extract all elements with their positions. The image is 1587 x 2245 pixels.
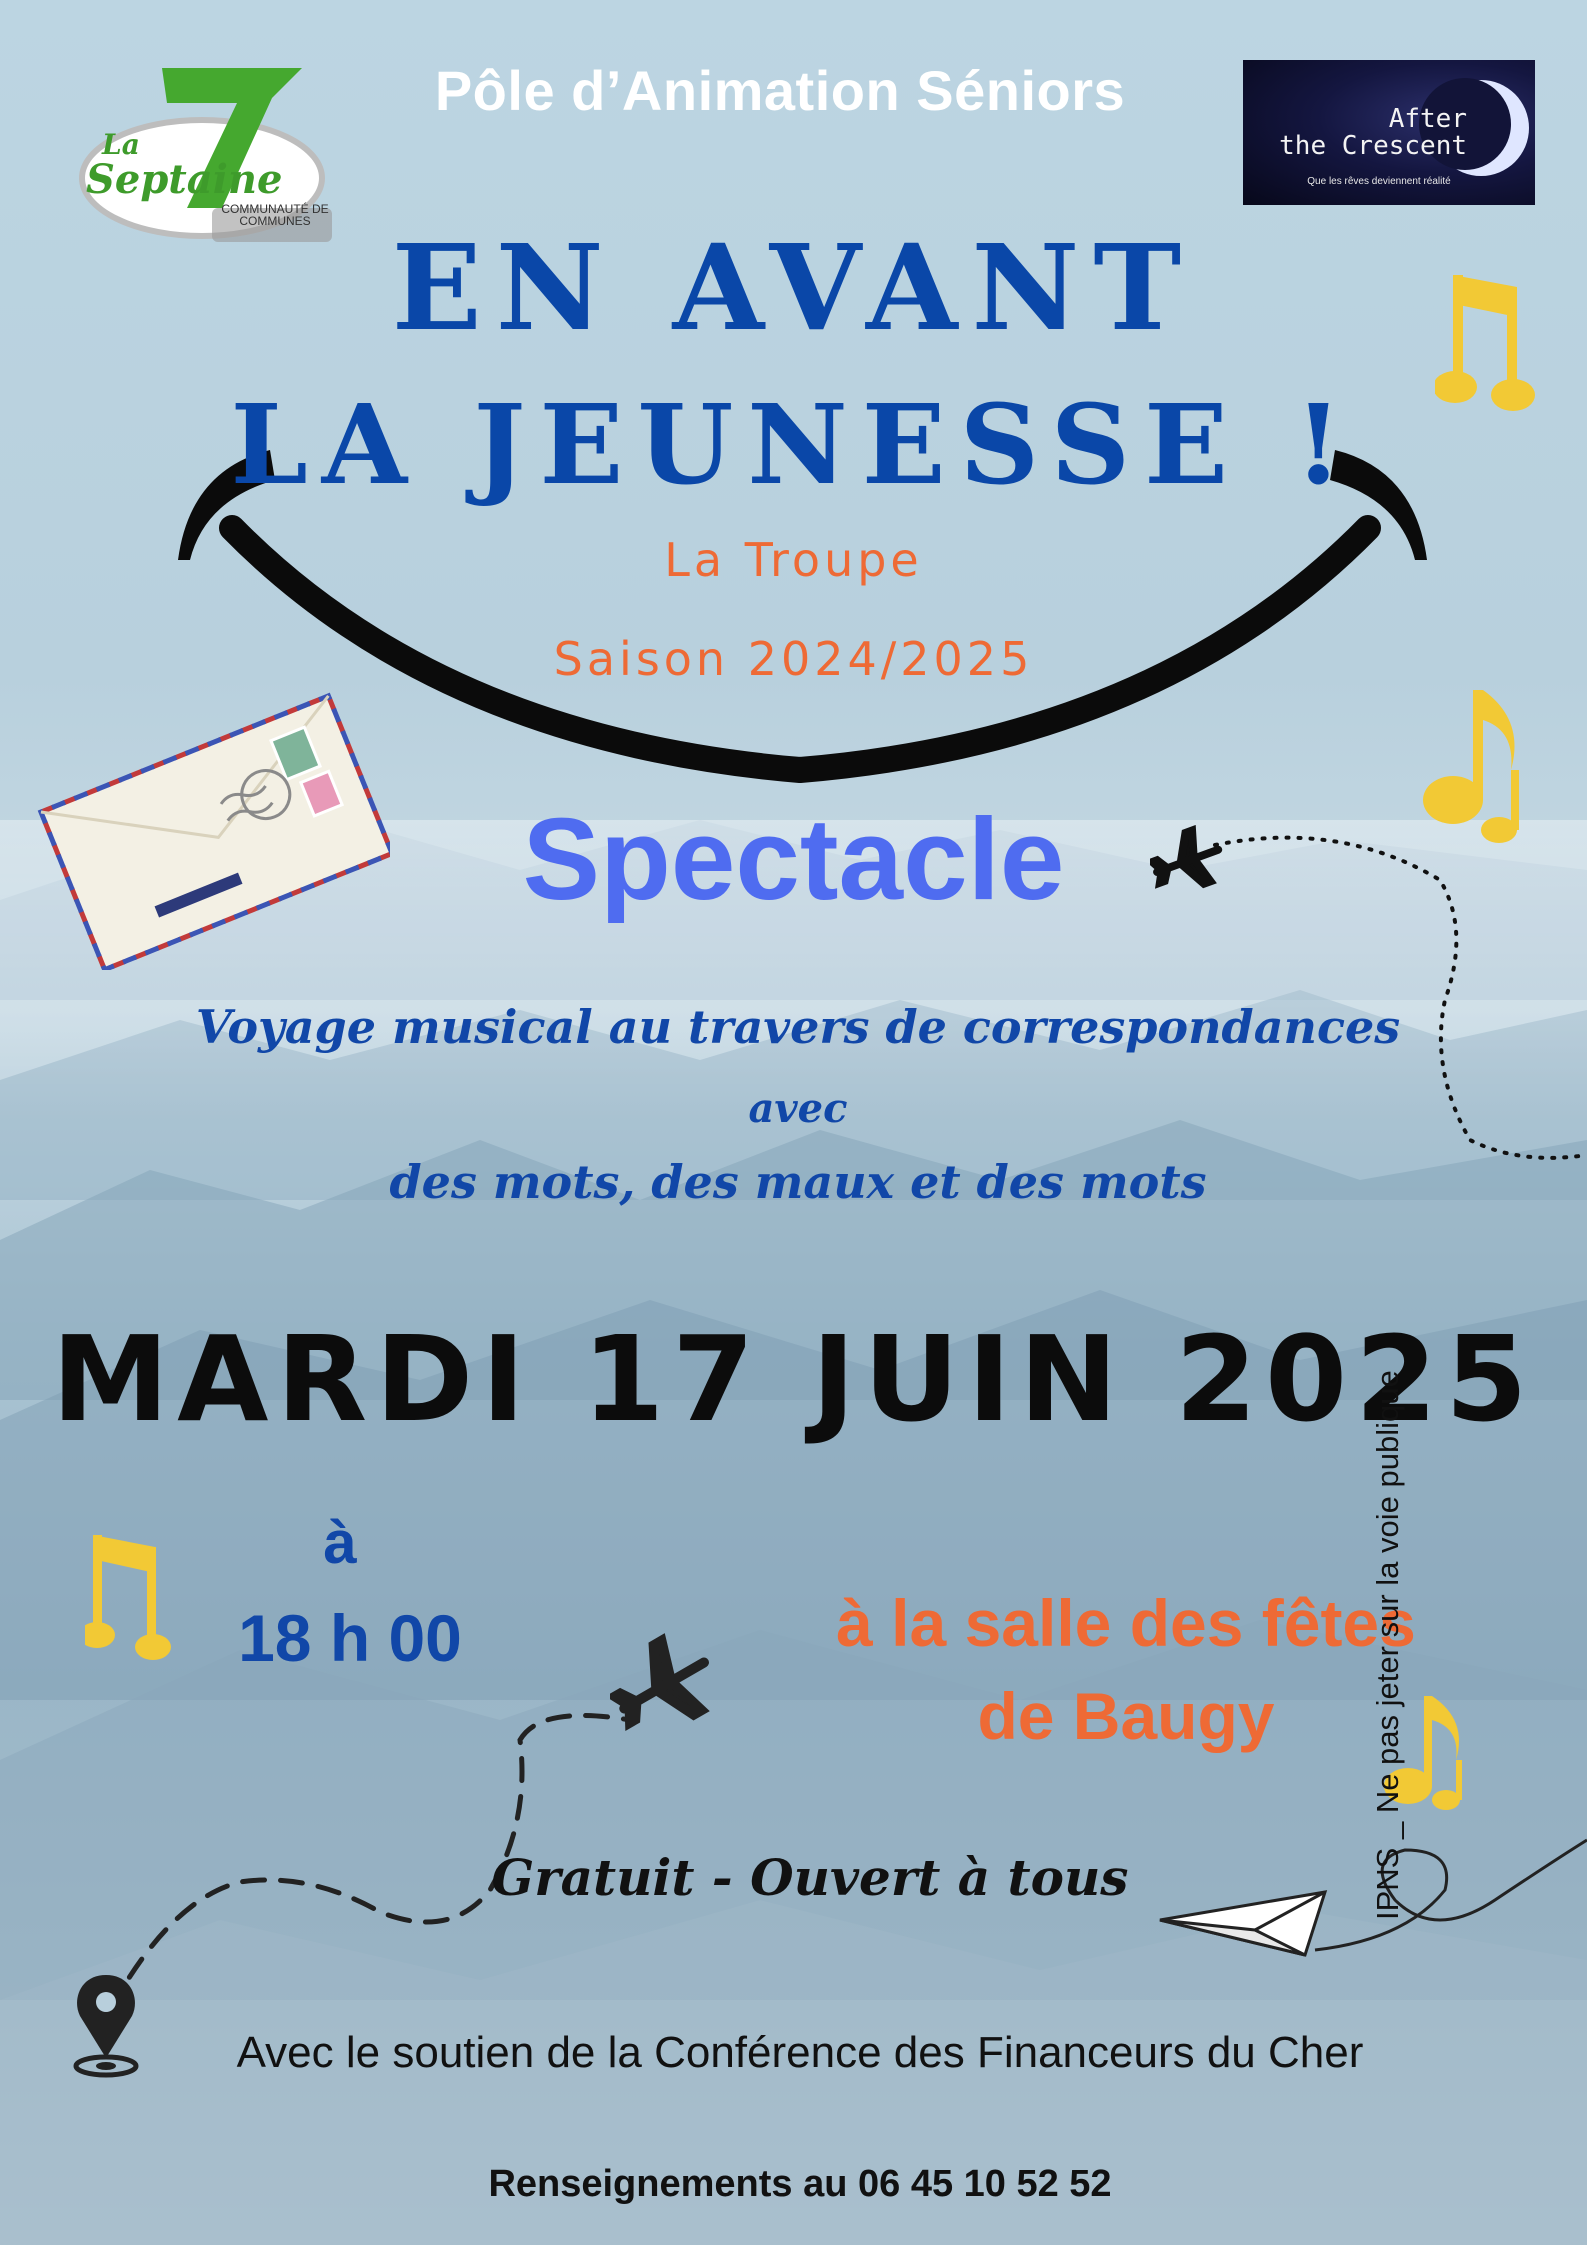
description-line-2: avec	[748, 1085, 848, 1132]
contact-info: Renseignements au 06 45 10 52 52	[488, 2163, 1112, 2205]
event-time: 18 h 00	[238, 1601, 462, 1675]
septaine-la-text: La	[102, 128, 140, 161]
venue-line-2: de Baugy	[977, 1679, 1275, 1753]
organization-title: Pôle d’Animation Séniors	[434, 59, 1126, 122]
septaine-logo	[72, 58, 332, 243]
main-title-line-2: LA JEUNESSE !	[230, 380, 1357, 509]
time-prefix: à	[323, 1509, 357, 1576]
septaine-subtitle: COMMUNAUTÉ DE COMMUNES	[221, 202, 329, 228]
support-text: Avec le soutien de la Conférence des Financeurs du Cher	[236, 2028, 1364, 2077]
airplane-icon	[610, 1630, 720, 1740]
event-type-heading: Spectacle	[522, 794, 1065, 924]
season-label: Saison 2024/2025	[553, 632, 1034, 686]
after-logo-tagline: Que les rêves deviennent réalité	[1307, 176, 1451, 187]
admission-info: Gratuit - Ouvert à tous	[491, 1848, 1129, 1907]
music-note-icon	[1435, 265, 1545, 425]
event-date: MARDI 17 JUIN 2025	[51, 1310, 1536, 1448]
septaine-name: Septaine	[86, 156, 283, 203]
legal-notice: IPNS _ Ne pas jeter sur la voie publique	[1370, 1370, 1405, 1920]
after-logo-title: After the Crescent	[1279, 104, 1467, 161]
venue-line-1: à la salle des fêtes	[836, 1586, 1416, 1660]
airplane-icon	[1150, 825, 1230, 895]
music-note-icon	[85, 1525, 185, 1665]
main-title-line-1: EN AVANT	[391, 218, 1196, 357]
map-pin-icon	[70, 1970, 150, 2080]
after-the-crescent-logo	[1243, 60, 1535, 205]
troupe-label: La Troupe	[664, 533, 923, 587]
music-note-icon	[1415, 680, 1545, 860]
description-line-1: Voyage musical au travers de correspondances	[195, 1000, 1401, 1054]
description-line-3: des mots, des maux et des mots	[389, 1155, 1207, 1209]
